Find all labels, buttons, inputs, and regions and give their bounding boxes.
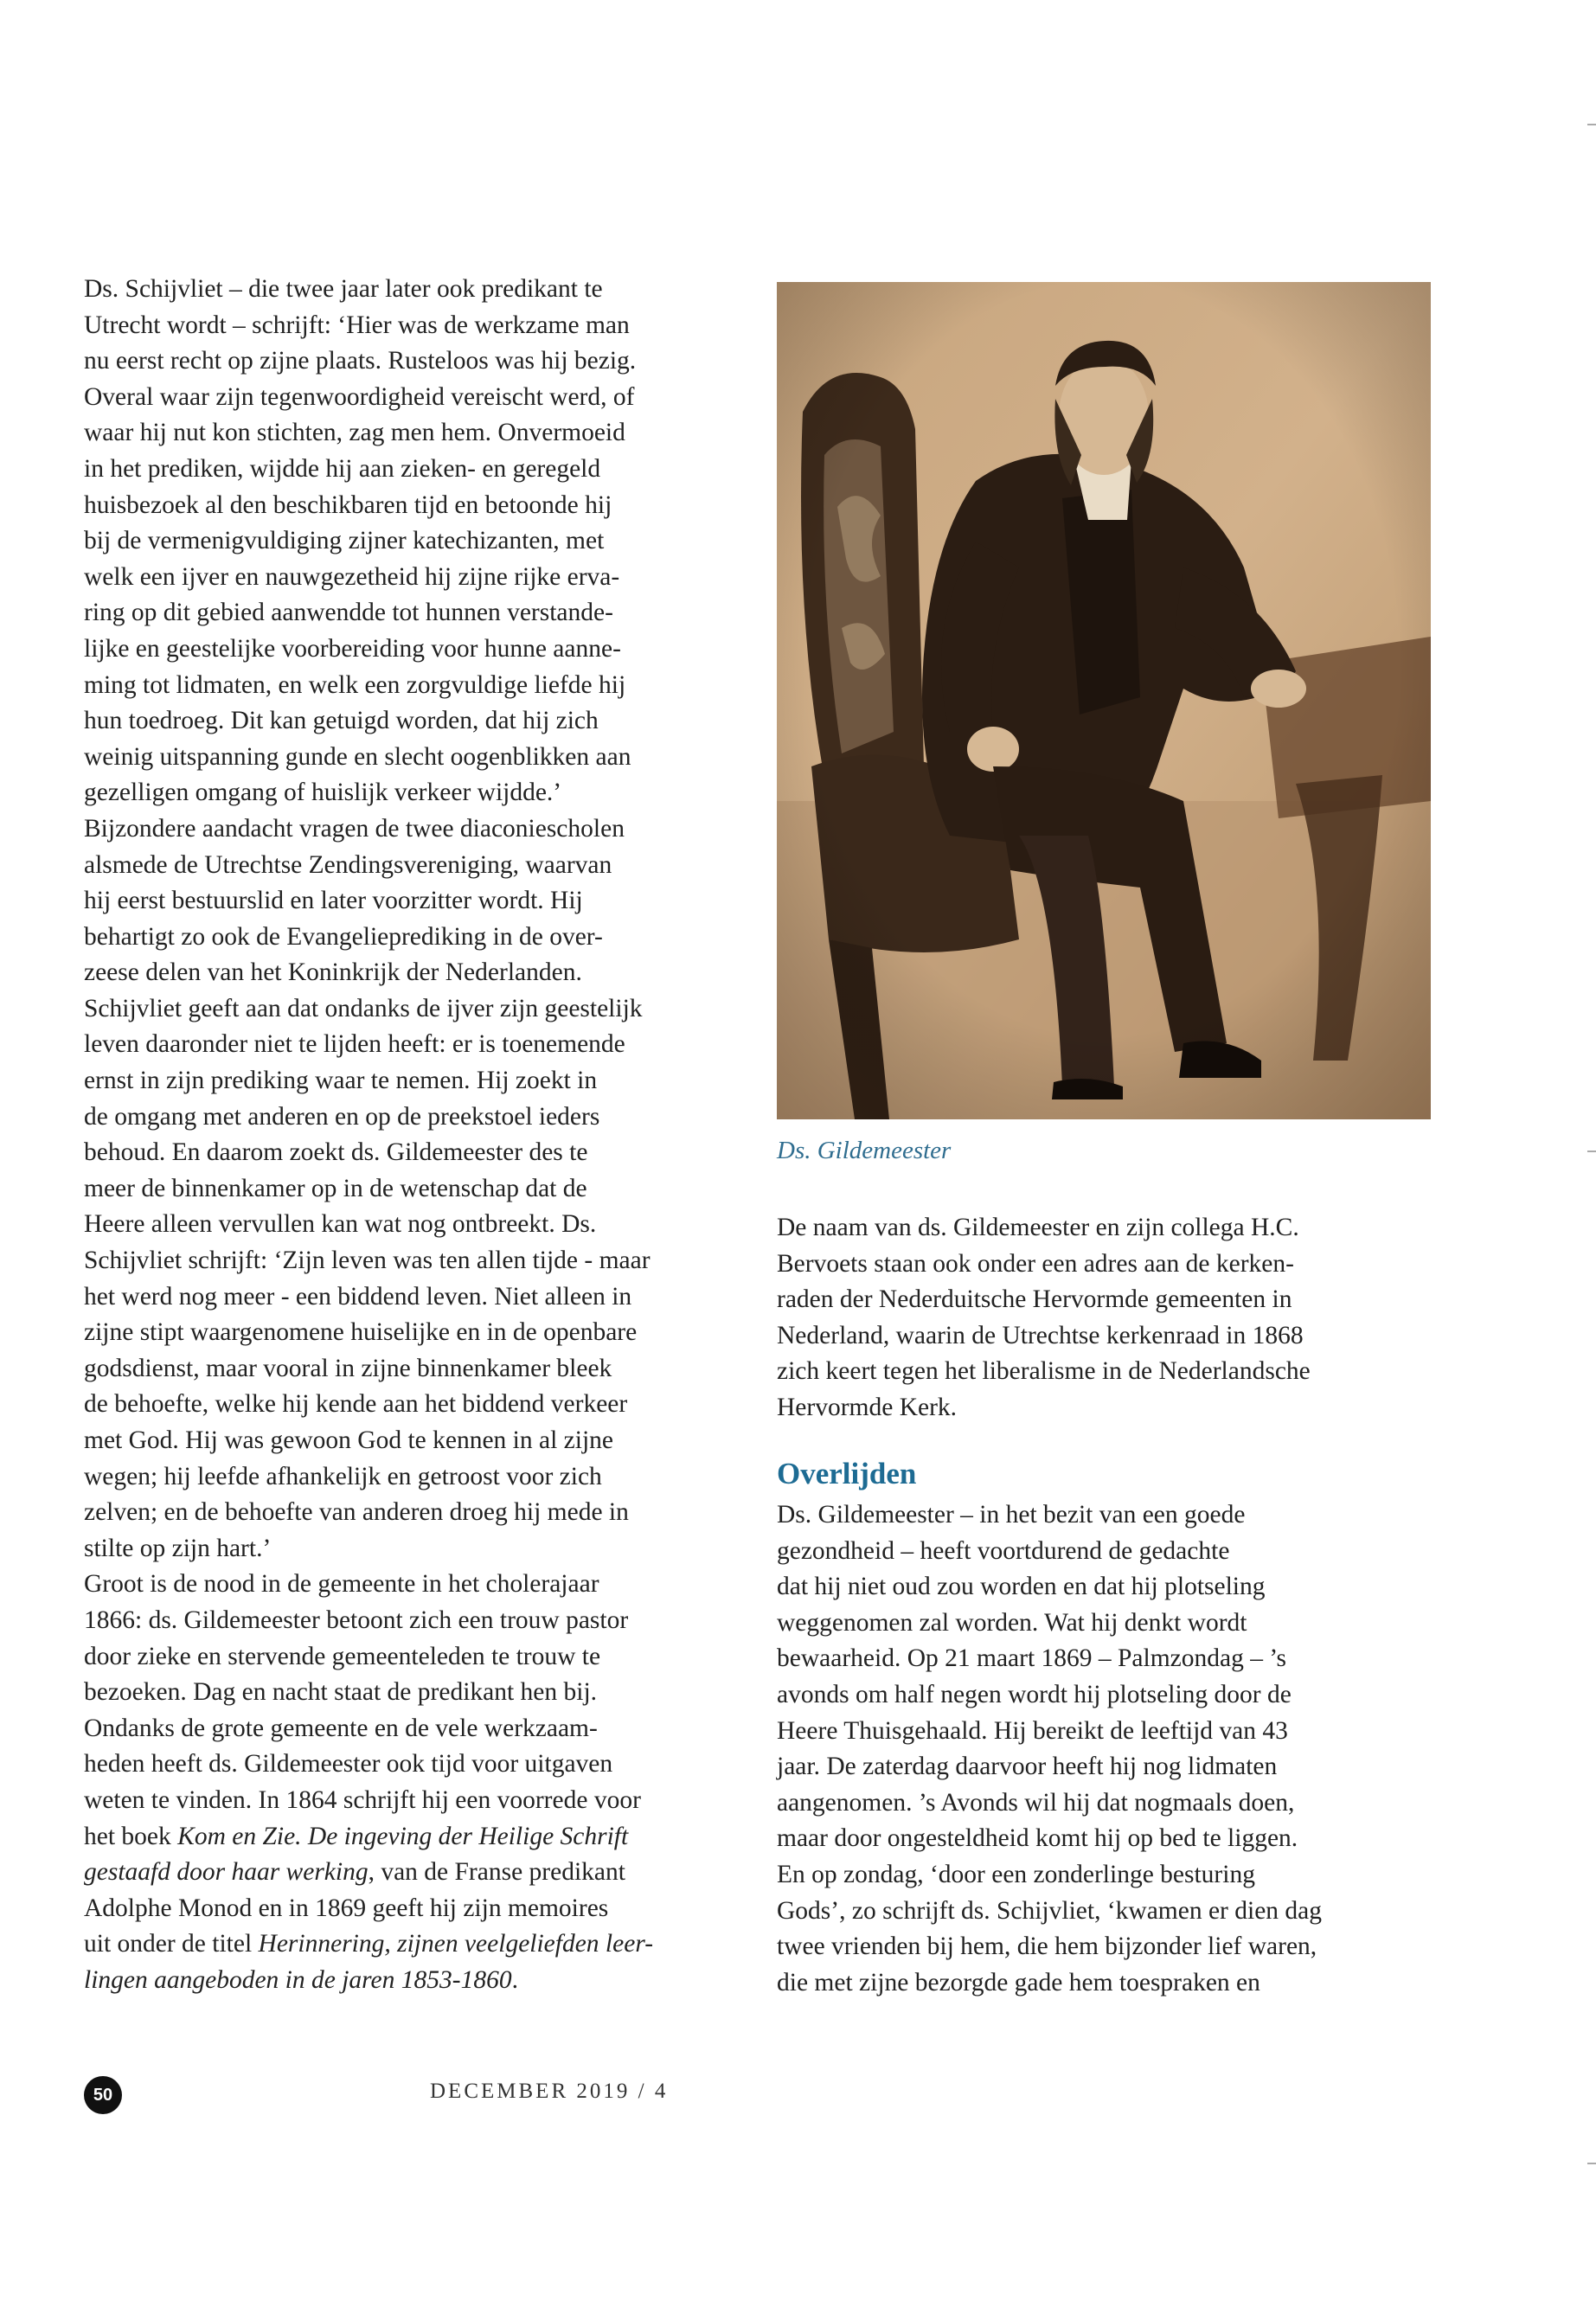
text-line: Groot is de nood in de gemeente in het cholerajaar <box>84 1570 599 1599</box>
text-line: lijke en geestelijke voorbereiding voor hunne aanne- <box>84 634 621 663</box>
text-line: de omgang met anderen en op de preekstoel ieders <box>84 1102 600 1131</box>
text-line: Adolphe Monod en in 1869 geeft hij zijn memoires <box>84 1894 609 1922</box>
text-line: gestaafd door haar werking, van de Franse predikant <box>84 1858 625 1887</box>
text-line: door zieke en stervende gemeenteleden te trouw te <box>84 1642 601 1670</box>
crop-mark <box>1587 2163 1596 2164</box>
text-line: Heere Thuisgehaald. Hij bereikt de leeftijd van 43 <box>777 1716 1288 1745</box>
text-line: bezoeken. Dag en nacht staat de predikant hen bij. <box>84 1678 598 1707</box>
text-line: jaar. De zaterdag daarvoor heeft hij nog lidmaten <box>777 1753 1278 1781</box>
text-line: avonds om half negen wordt hij plotseling door de <box>777 1680 1292 1708</box>
section-heading: Overlijden <box>777 1457 917 1490</box>
text-line: lingen aangeboden in de jaren 1853-1860. <box>84 1965 518 1994</box>
text-line: welk een ijver en nauwgezetheid hij zijne rijke erva- <box>84 562 620 591</box>
text-line: behartigt zo ook de Evangelieprediking in de over- <box>84 922 603 951</box>
photo-caption: Ds. Gildemeester <box>777 1137 952 1164</box>
text-line: met God. Hij was gewoon God te kennen in al zijne <box>84 1426 613 1454</box>
text-line: Schijvliet geeft aan dat ondanks de ijver zijn geestelijk <box>84 994 643 1022</box>
text-line: zich keert tegen het liberalisme in de Nederlandsche <box>777 1357 1311 1386</box>
text-line: het boek Kom en Zie. De ingeving der Heilige Schrift <box>84 1822 629 1850</box>
text-line: weggenomen zal worden. Wat hij denkt wordt <box>777 1608 1247 1637</box>
text-line: Ds. Gildemeester – in het bezit van een goede <box>777 1501 1246 1529</box>
text-line: twee vrienden bij hem, die hem bijzonder lief waren, <box>777 1932 1317 1961</box>
text-line: het werd nog meer - een biddend leven. Niet alleen in <box>84 1282 632 1311</box>
portrait-photo <box>777 282 1431 1119</box>
text-line: de behoefte, welke hij kende aan het biddend verkeer <box>84 1390 628 1419</box>
text-line: bewaarheid. Op 21 maart 1869 – Palmzondag – ’s <box>777 1644 1287 1673</box>
text-line: De naam van ds. Gildemeester en zijn collega H.C. <box>777 1214 1299 1241</box>
text-line: ernst in zijn prediking waar te nemen. Hij zoekt in <box>84 1067 598 1095</box>
text-line: ming tot lidmaten, en welk een zorgvuldige liefde hij <box>84 670 626 699</box>
page-number-badge: 50 <box>84 2076 122 2114</box>
text-line: leven daaronder niet te lijden heeft: er is toenemende <box>84 1030 625 1059</box>
text-line: in het prediken, wijdde hij aan zieken- en geregeld <box>84 454 601 483</box>
text-line: 1866: ds. Gildemeester betoont zich een trouw pastor <box>84 1606 629 1634</box>
text-line: nu eerst recht op zijne plaats. Rusteloos was hij bezig. <box>84 347 637 375</box>
text-line: alsmede de Utrechtse Zendingsvereniging, waarvan <box>84 850 612 879</box>
text-line: zelven; en de behoefte van anderen droeg hij mede in <box>84 1498 629 1527</box>
text-line: godsdienst, maar vooral in zijne binnenkamer bleek <box>84 1354 612 1382</box>
text-line: Hervormde Kerk. <box>777 1393 958 1421</box>
crop-mark <box>1587 124 1596 125</box>
text-line: Overal waar zijn tegenwoordigheid vereischt werd, of <box>84 382 635 411</box>
text-line: ring op dit gebied aanwendde tot hunnen verstande- <box>84 599 613 627</box>
text-line: meer de binnenkamer op in de wetenschap dat de <box>84 1174 587 1202</box>
issue-label: DECEMBER 2019 / 4 <box>430 2080 669 2103</box>
text-line: heden heeft ds. Gildemeester ook tijd voor uitgaven <box>84 1750 613 1779</box>
text-line: gezelligen omgang of huislijk verkeer wijdde.’ <box>84 779 562 807</box>
text-line: dat hij niet oud zou worden en dat hij plotseling <box>777 1573 1266 1601</box>
text-line: hij eerst bestuurslid en later voorzitter wordt. Hij <box>84 887 583 915</box>
left-column <box>84 272 741 1999</box>
text-line: Ds. Schijvliet – die twee jaar later ook predikant te <box>84 275 603 303</box>
text-line: stilte op zijn hart.’ <box>84 1534 272 1562</box>
text-line: Nederland, waarin de Utrechtse kerkenraad in 1868 <box>777 1321 1304 1349</box>
crop-mark <box>1587 1150 1596 1152</box>
right-column-top <box>777 1210 1417 1426</box>
text-line: Ondanks de grote gemeente en de vele werkzaam- <box>84 1714 598 1742</box>
text-line: raden der Nederduitsche Hervormde gemeenten in <box>777 1285 1292 1314</box>
text-line: Gods’, zo schrijft ds. Schijvliet, ‘kwamen er dien dag <box>777 1896 1323 1925</box>
text-line: behoud. En daarom zoekt ds. Gildemeester des te <box>84 1138 588 1167</box>
portrait-illustration <box>777 282 1431 1119</box>
text-line: aangenomen. ’s Avonds wil hij dat nogmaals doen, <box>777 1788 1295 1817</box>
text-line: die met zijne bezorgde gade hem toespraken en <box>777 1968 1260 1997</box>
text-line: zeese delen van het Koninkrijk der Nederlanden. <box>84 958 582 987</box>
text-line: hun toedroeg. Dit kan getuigd worden, dat hij zich <box>84 707 599 735</box>
text-line: bij de vermenigvuldiging zijner katechizanten, met <box>84 527 605 555</box>
text-line: wegen; hij leefde afhankelijk en getroost voor zich <box>84 1462 602 1490</box>
text-line: zijne stipt waargenomene huiselijke en in de openbare <box>84 1318 638 1347</box>
text-line: En op zondag, ‘door een zonderlinge besturing <box>777 1860 1255 1888</box>
text-line: weinig uitspanning gunde en slecht oogenblikken aan <box>84 742 631 771</box>
text-line: Schijvliet schrijft: ‘Zijn leven was ten allen tijde - maar <box>84 1247 651 1275</box>
text-line: Heere alleen vervullen kan wat nog ontbreekt. Ds. <box>84 1210 597 1239</box>
text-line: Bervoets staan ook onder een adres aan de kerken- <box>777 1249 1294 1278</box>
text-line: weten te vinden. In 1864 schrijft hij een voorrede voor <box>84 1785 641 1814</box>
text-line: gezondheid – heeft voortdurend de gedachte <box>777 1536 1230 1565</box>
text-line: Bijzondere aandacht vragen de twee diaconiescholen <box>84 814 625 843</box>
text-line: uit onder de titel Herinnering, zijnen veelgeliefden leer- <box>84 1930 654 1958</box>
text-line: huisbezoek al den beschikbaren tijd en betoonde hij <box>84 490 612 519</box>
text-line: maar door ongesteldheid komt hij op bed te liggen. <box>777 1824 1298 1853</box>
text-line: waar hij nut kon stichten, zag men hem. Onvermoeid <box>84 419 625 447</box>
text-line: Utrecht wordt – schrijft: ‘Hier was de werkzame man <box>84 311 630 339</box>
right-column-bottom <box>777 1497 1417 2001</box>
